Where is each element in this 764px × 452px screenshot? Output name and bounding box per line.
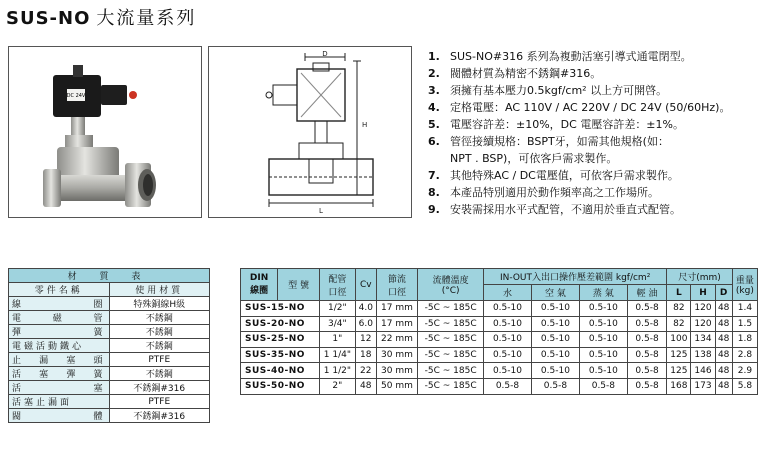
spec-row: SUS-40-NO 1 1/2" 22 30 mm -5C ~ 185C 0.5-10 0.5-10 0.5-10 0.5-8 125 146 48 2.9 (241, 363, 758, 379)
oil-header: 輕 油 (627, 285, 666, 301)
feature-item: 1. SUS-NO#316 系列為複動活塞引導式通電閉型。 (428, 50, 692, 63)
cv-header: Cv (355, 269, 376, 301)
spec-table (240, 268, 758, 395)
feature-item: 2. 閥體材質為精密不銹鋼#316。 (428, 67, 602, 80)
spec-row: SUS-50-NO 2" 48 50 mm -5C ~ 185C 0.5-8 0.5-8 0.5-8 0.5-8 168 173 48 5.8 (241, 378, 758, 394)
material-row: 止 漏 塞 頭 PTFE (9, 353, 210, 367)
spec-row: SUS-15-NO 1/2" 4.0 17 mm -5C ~ 185C 0.5-10 0.5-10 0.5-10 0.5-8 82 120 48 1.4 (241, 301, 758, 317)
dim-h-label: H (362, 121, 368, 129)
product-photo (8, 46, 202, 218)
material-row: 彈 簧 不銹鋼 (9, 325, 210, 339)
pipe-header: 配管 口徑 (319, 269, 355, 301)
dim-l-label: L (319, 207, 323, 215)
material-row: 線 圈 特殊銅線H級 (9, 297, 210, 311)
feature-item: 8. 本產品特別適用於動作頻率高之工作場所。 (428, 186, 659, 199)
weight-header: 重量 (kg) (732, 269, 757, 301)
col-material-header: 使用材質 (109, 283, 210, 297)
orifice-header: 節流 口徑 (376, 269, 418, 301)
spec-row: SUS-25-NO 1" 12 22 mm -5C ~ 185C 0.5-10 0.5-10 0.5-10 0.5-8 100 134 48 1.8 (241, 332, 758, 348)
temp-header: 流體溫度 (°C) (418, 269, 484, 301)
air-header: 空 氣 (531, 285, 579, 301)
material-row: 活塞止漏面 PTFE (9, 395, 210, 409)
dimension-header: 尺寸(mm) (667, 269, 733, 285)
material-row: 電磁活動鐵心 不銹鋼 (9, 339, 210, 353)
feature-item: NPT . BSP)，可依客戶需求製作。 (450, 152, 618, 165)
feature-item: 4. 定格電壓：AC 110V / AC 220V / DC 24V (50/60Hz)。 (428, 101, 731, 114)
feature-list (428, 48, 764, 218)
material-row: 電 磁 管 不銹鋼 (9, 311, 210, 325)
material-row: 閥 體 不銹鋼#316 (9, 409, 210, 423)
feature-item: 3. 須擁有基本壓力0.5kgf/cm² 以上方可開啓。 (428, 84, 668, 97)
steam-header: 蒸 氣 (579, 285, 627, 301)
coil-label: DC 24V (66, 93, 86, 99)
material-table-title: 材 質 表 (9, 269, 210, 283)
model-header: 型 號 (278, 269, 320, 301)
valve-photo-illustration (9, 47, 201, 217)
material-row: 活 塞 不銹鋼#316 (9, 381, 210, 395)
page-title (6, 4, 196, 30)
din-header: DIN 線圈 (241, 269, 278, 301)
material-table (8, 268, 210, 423)
water-header: 水 (483, 285, 531, 301)
title-series: 大流量系列 (96, 8, 197, 29)
dim-h-header: H (691, 285, 715, 301)
material-row: 活 塞 彈 簧 不銹鋼 (9, 367, 210, 381)
pressure-header: IN-OUT入出口操作壓差範圍 kgf/cm² (483, 269, 666, 285)
technical-drawing (208, 46, 412, 218)
title-model: SUS-NO (6, 8, 91, 29)
dim-d-header: D (715, 285, 732, 301)
dim-l-header: L (667, 285, 691, 301)
spec-row: SUS-35-NO 1 1/4" 18 30 mm -5C ~ 185C 0.5-10 0.5-10 0.5-10 0.5-8 125 138 48 2.8 (241, 347, 758, 363)
col-part-header: 零件名稱 (9, 283, 110, 297)
feature-item: 7. 其他特殊AC / DC電壓值，可依客戶需求製作。 (428, 169, 679, 182)
dim-d-label: D (322, 50, 328, 58)
feature-item: 9. 安裝需採用水平式配管，不適用於垂直式配管。 (428, 203, 681, 216)
valve-section-drawing (209, 47, 411, 217)
feature-item: 5. 電壓容許差：±10%，DC 電壓容許差：±1%。 (428, 118, 684, 131)
feature-item: 6. 管徑接續規格：BSPT牙，如需其他規格(如： (428, 135, 669, 148)
spec-row: SUS-20-NO 3/4" 6.0 17 mm -5C ~ 185C 0.5-10 0.5-10 0.5-10 0.5-8 82 120 48 1.5 (241, 316, 758, 332)
